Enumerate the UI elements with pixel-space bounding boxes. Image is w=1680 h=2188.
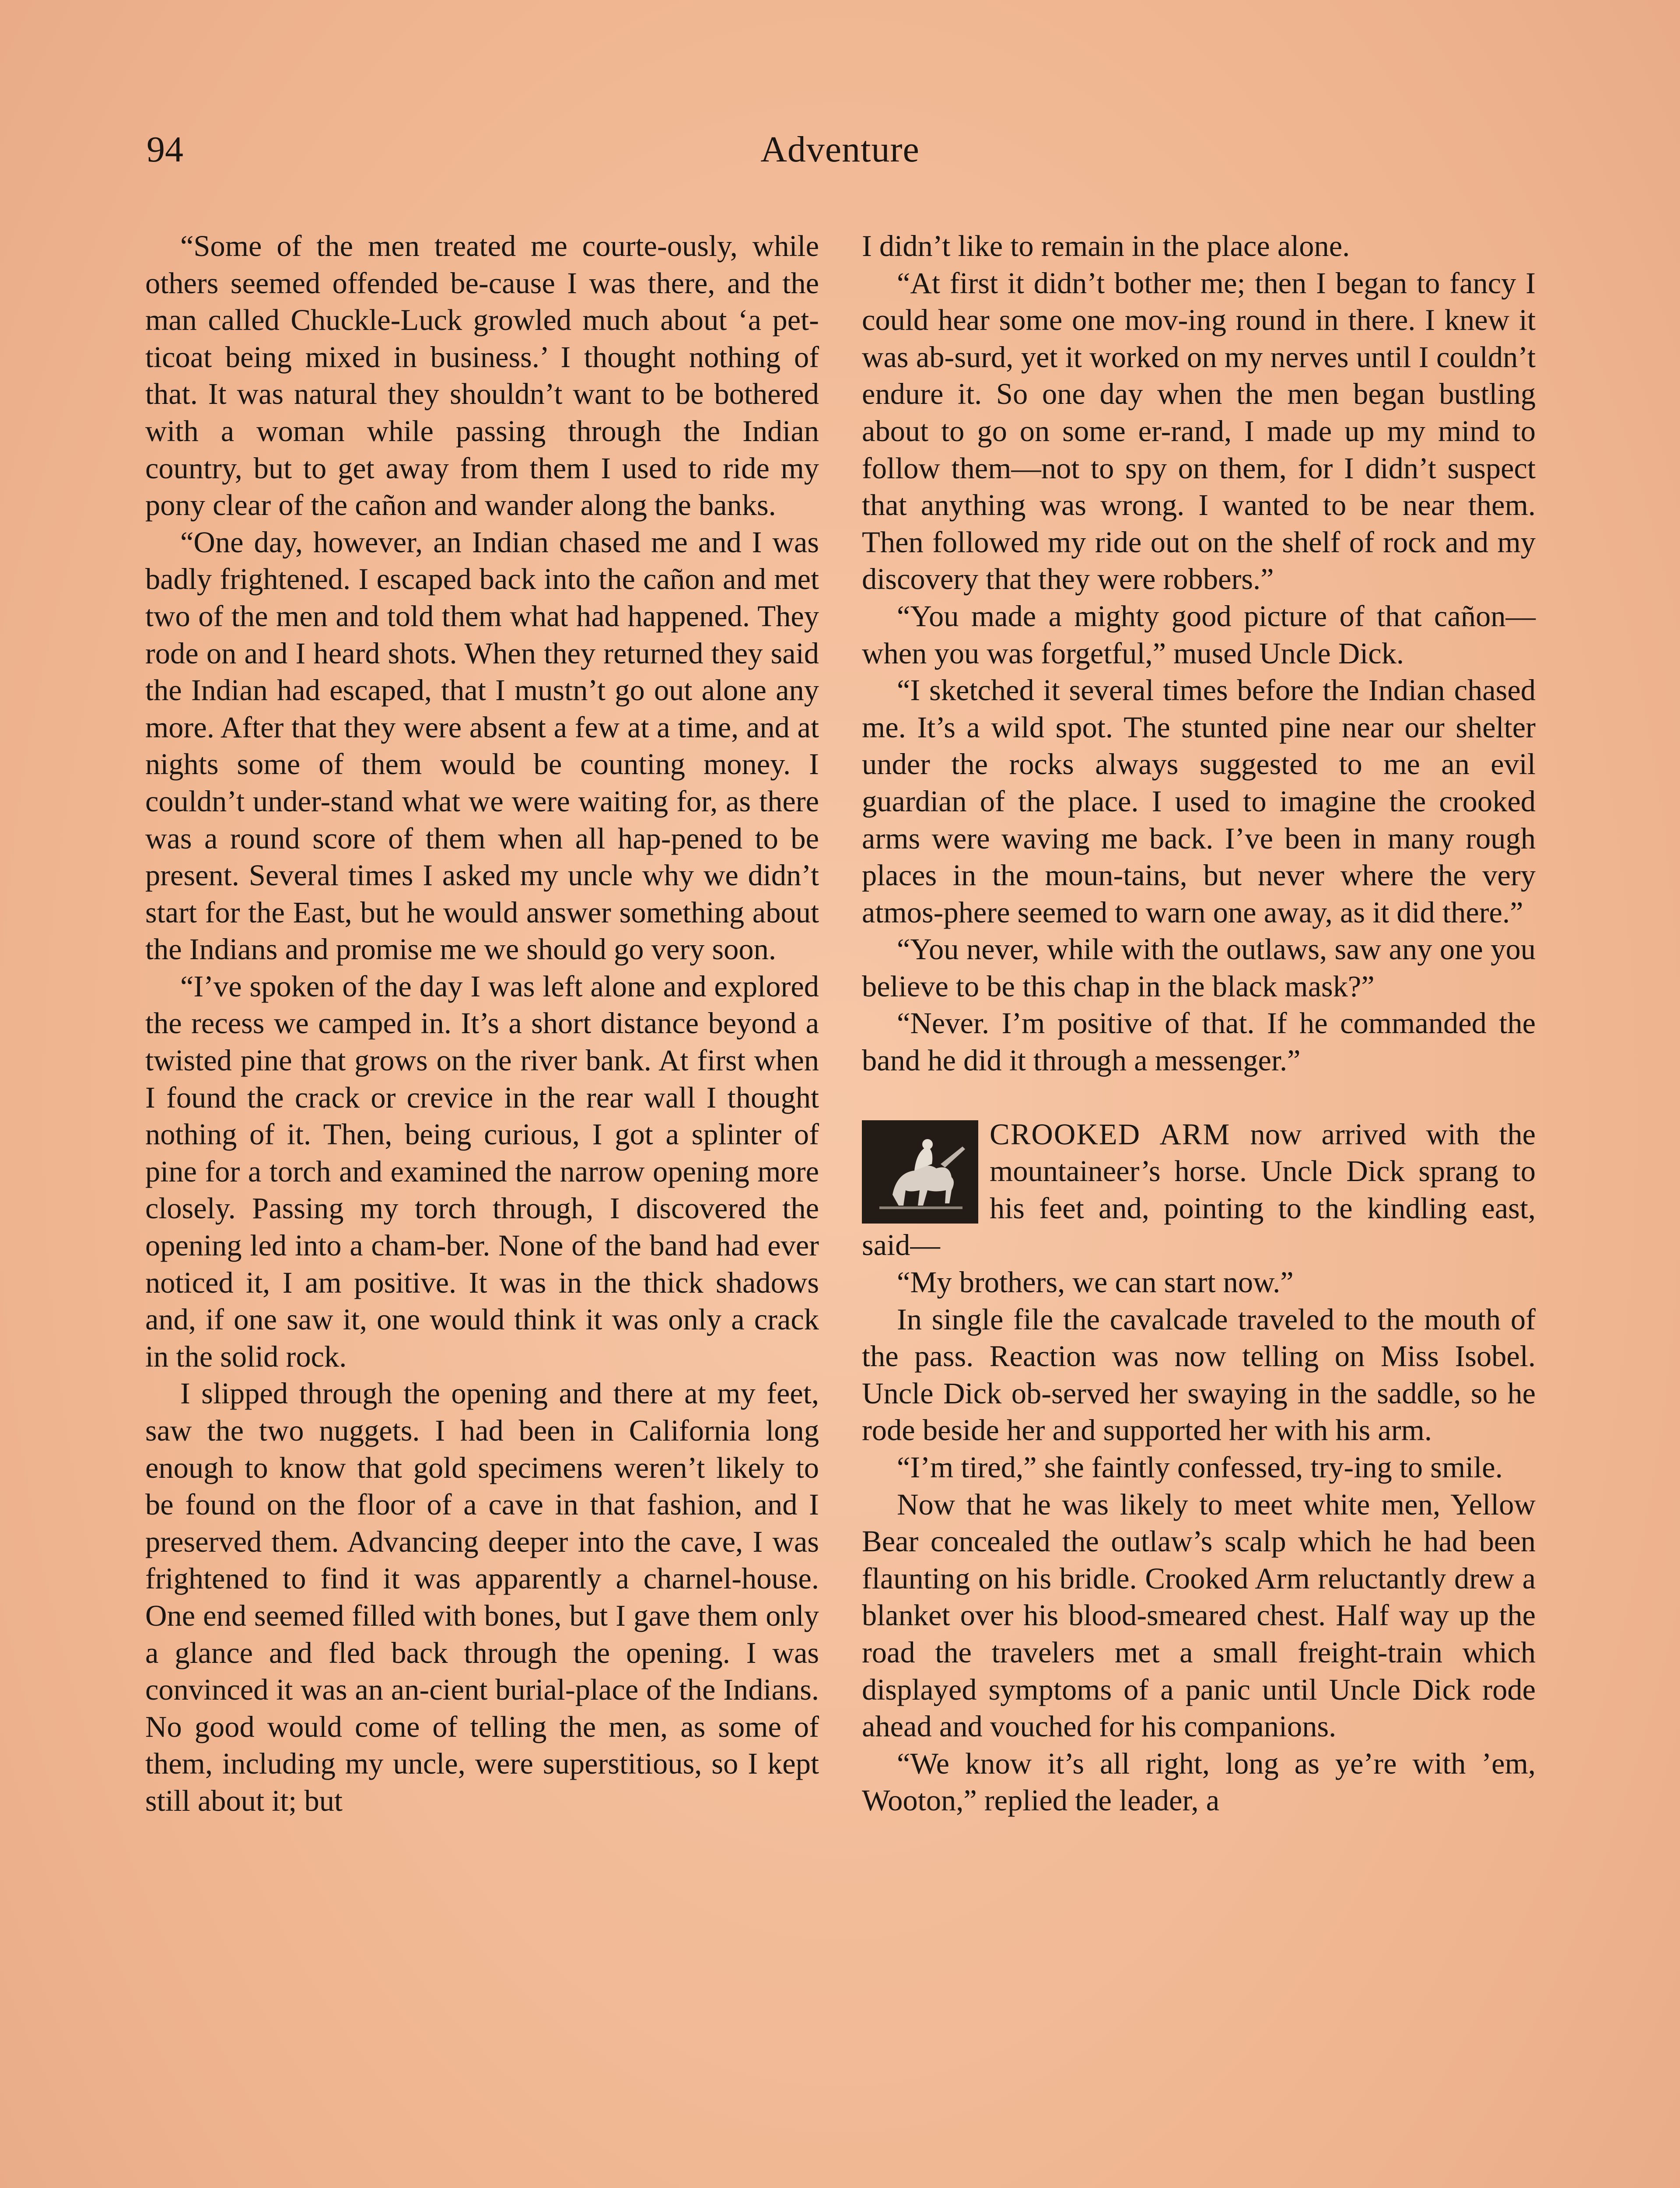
paragraph-continuation: I didn’t like to remain in the place alone.	[862, 229, 1350, 263]
paragraph: “I’m tired,” she faintly confessed, try-ing to smile.	[897, 1451, 1503, 1484]
page-number: 94	[147, 129, 183, 170]
section-lead-text: now arrived with the mountaineer’s horse. Uncle Dick sprang to his feet and, pointing to the kindling east, said—	[862, 1117, 1536, 1262]
paragraph: “You made a mighty good picture of that cañon—when you was forgetful,” mused Uncle Dick.	[862, 599, 1536, 670]
paragraph: “Never. I’m positive of that. If he commanded the band he did it through a messenger.”	[862, 1006, 1536, 1077]
paragraph: I slipped through the opening and there at my feet, saw the two nuggets. I had been in California long enough to know that gold specimens weren’t likely to be found on the floor of a cave in that fashion, and I preserved them. Advancing deeper into the cave, I was frightened to find it was apparently a charnel-house. One end seemed filled with bones, but I gave them only a glance and fled back through the opening. I was convinced it was an an-cient burial-place of the Indians. No good would come of telling the men, as some of them, including my uncle, were superstitious, so I kept still about it; but	[145, 1377, 819, 1817]
section-lead-paragraph	[862, 1116, 1536, 1264]
paragraph: “One day, however, an Indian chased me and I was badly frightened. I escaped back into the cañon and met two of the men and told them what had happened. They rode on and I heard shots. When they returned they said the Indian had escaped, that I mustn’t go out alone any more. After that they were absent a few at a time, and at nights some of them would be counting money. I couldn’t under-stand what we were waiting for, as there was a round score of them when all hap-pened to be present. Several times I asked my uncle why we didn’t start for the East, but he would answer something about the Indians and promise me we should go very soon.	[145, 525, 819, 966]
paragraph: “We know it’s all right, long as ye’re with ’em, Wooton,” replied the leader, a	[862, 1746, 1536, 1817]
section-break	[862, 1079, 1536, 1116]
paragraph: “At first it didn’t bother me; then I began to fancy I could hear some one mov-ing round in there. I knew it was ab-surd, yet it worked on my nerves until I couldn’t endure it. So one day when the men began bustling about to go on some er-rand, I made up my mind to follow them—not to spy on them, for I didn’t suspect that anything was wrong. I wanted to be near them. Then followed my ride out on the shelf of rock and my discovery that they were robbers.”	[862, 266, 1536, 596]
paragraph: “I’ve spoken of the day I was left alone and explored the recess we camped in. It’s a short distance beyond a twisted pine that grows on the river bank. At first when I found the crack or crevice in the rear wall I thought nothing of it. Then, being curious, I got a splinter of pine for a torch and examined the narrow opening more closely. Passing my torch through, I discovered the opening led into a cham-ber. None of the band had ever noticed it, I am positive. It was in the thick shadows and, if one saw it, one would think it was only a crack in the solid rock.	[145, 969, 819, 1373]
paragraph: “My brothers, we can start now.”	[897, 1266, 1294, 1299]
horse-rider-vignette-icon	[862, 1120, 978, 1224]
paragraph: “Some of the men treated me courte-ously, while others seemed offended be-cause I was there, and the man called Chuckle-Luck growled much about ‘a pet-ticoat being mixed in business.’ I thought nothing of that. It was natural they shouldn’t want to be bothered with a woman while passing through the Indian country, but to get away from them I used to ride my pony clear of the cañon and wander along the banks.	[145, 229, 819, 522]
paragraph: Now that he was likely to meet white men, Yellow Bear concealed the outlaw’s scalp which he had been flaunting on his bridle. Crooked Arm reluctantly drew a blanket over his blood-smeared chest. Half way up the road the travelers met a small freight-train which displayed symptoms of a panic until Uncle Dick rode ahead and vouched for his companions.	[862, 1487, 1536, 1743]
section-lead-caps: CROOKED ARM	[990, 1117, 1231, 1151]
paragraph: “You never, while with the outlaws, saw any one you believe to be this chap in the black mask?”	[862, 933, 1536, 1003]
right-column	[862, 228, 1536, 1819]
paragraph: In single file the cavalcade traveled to the mouth of the pass. Reaction was now telling on Miss Isobel. Uncle Dick ob-served her swaying in the saddle, so he rode beside her and supported her with his arm.	[862, 1302, 1536, 1447]
left-column	[145, 228, 819, 1820]
running-title: Adventure	[760, 129, 920, 170]
paragraph: “I sketched it several times before the Indian chased me. It’s a wild spot. The stunted pine near our shelter under the rocks always suggested to me an evil guardian of the place. I used to imagine the crooked arms were waving me back. I’ve been in many rough places in the moun-tains, but never where the very atmos-phere seemed to warn one away, as it did there.”	[862, 673, 1536, 929]
